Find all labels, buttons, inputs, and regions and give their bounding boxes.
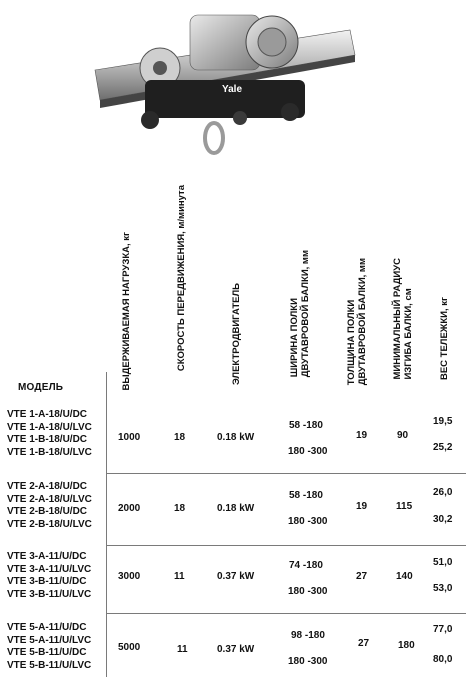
header-weight: ВЕС ТЕЛЕЖКИ, кг bbox=[439, 297, 450, 381]
header-radius-line1: МИНИМАЛЬНЫЙ РАДИУС bbox=[392, 258, 403, 380]
header-load: ВЫДЕРЖИВАЕМАЯ НАГРУЗКА, кг bbox=[121, 232, 132, 391]
model-name: VTE 5-A-11/U/LVC bbox=[7, 634, 92, 646]
speed-value-1: 18 bbox=[174, 432, 186, 443]
model-list-2 bbox=[7, 481, 92, 531]
header-flange-thickness-line1: ТОЛЩИНА ПОЛКИ bbox=[346, 299, 357, 386]
trolley-product-image bbox=[0, 0, 471, 170]
weight-a-2: 26,0 bbox=[433, 487, 453, 498]
speed-value-3: 11 bbox=[174, 571, 185, 582]
model-list-1 bbox=[7, 409, 92, 459]
flange-thickness-3: 27 bbox=[356, 571, 368, 582]
model-name: VTE 3-B-11/U/DC bbox=[7, 576, 87, 587]
model-name: VTE 2-B-18/U/LVC bbox=[7, 518, 92, 530]
load-value-4: 5000 bbox=[118, 642, 141, 653]
flange-width-a-3: 74 -180 bbox=[289, 560, 323, 571]
flange-thickness-2: 19 bbox=[356, 501, 368, 512]
motor-value-1: 0.18 kW bbox=[217, 432, 255, 443]
header-motor: ЭЛЕКТРОДВИГАТЕЛЬ bbox=[231, 283, 242, 385]
model-name: VTE 1-B-18/U/LVC bbox=[7, 446, 92, 458]
model-name: VTE 2-A-18/U/LVC bbox=[7, 493, 92, 505]
row-divider-3 bbox=[106, 613, 466, 614]
weight-b-3: 53,0 bbox=[433, 583, 453, 594]
model-name: VTE 1-A-18/U/LVC bbox=[7, 421, 92, 433]
model-name: VTE 3-A-11/U/DC bbox=[7, 551, 87, 562]
flange-width-a-4: 98 -180 bbox=[291, 630, 325, 641]
load-value-2: 2000 bbox=[118, 503, 141, 514]
brand-logo: Yale bbox=[222, 84, 243, 95]
weight-a-4: 77,0 bbox=[433, 624, 453, 635]
speed-value-2: 18 bbox=[174, 503, 186, 514]
flange-width-b-3: 180 -300 bbox=[288, 586, 328, 597]
model-name: VTE 5-A-11/U/DC bbox=[7, 622, 87, 633]
header-speed: СКОРОСТЬ ПЕРЕДВИЖЕНИЯ, м/минута bbox=[176, 185, 187, 372]
model-name: VTE 2-B-18/U/DC bbox=[7, 506, 88, 517]
model-name: VTE 5-B-11/U/LVC bbox=[7, 659, 92, 671]
row-divider-2 bbox=[106, 545, 466, 546]
row-divider-1 bbox=[106, 473, 466, 474]
flange-width-a-2: 58 -180 bbox=[289, 490, 323, 501]
header-flange-width bbox=[289, 250, 311, 377]
header-radius-line2: ИЗГИБА БАЛКИ, см bbox=[403, 288, 414, 380]
header-flange-thickness-line2: ДВУТАВРОВОЙ БАЛКИ, мм bbox=[357, 258, 368, 386]
header-flange-width-line1: ШИРИНА ПОЛКИ bbox=[289, 298, 300, 378]
flange-width-b-1: 180 -300 bbox=[288, 446, 328, 457]
motor-value-4: 0.37 kW bbox=[217, 644, 255, 655]
radius-value-4: 180 bbox=[398, 640, 415, 651]
model-name: VTE 5-B-11/U/DC bbox=[7, 647, 87, 658]
radius-value-3: 140 bbox=[396, 571, 413, 582]
flange-width-a-1: 58 -180 bbox=[289, 420, 323, 431]
model-name: VTE 1-B-18/U/DC bbox=[7, 434, 88, 445]
table-vertical-divider bbox=[106, 372, 107, 677]
flange-width-b-2: 180 -300 bbox=[288, 516, 328, 527]
model-name: VTE 2-A-18/U/DC bbox=[7, 481, 88, 492]
weight-a-1: 19,5 bbox=[433, 416, 453, 427]
flange-width-b-4: 180 -300 bbox=[288, 656, 328, 667]
weight-b-2: 30,2 bbox=[433, 514, 453, 525]
header-radius bbox=[392, 258, 414, 380]
radius-value-2: 115 bbox=[396, 501, 413, 512]
model-name: VTE 3-B-11/U/LVC bbox=[7, 588, 92, 600]
model-name: VTE 1-A-18/U/DC bbox=[7, 409, 88, 420]
weight-a-3: 51,0 bbox=[433, 557, 453, 568]
weight-b-4: 80,0 bbox=[433, 654, 453, 665]
load-value-1: 1000 bbox=[118, 432, 141, 443]
radius-value-1: 90 bbox=[397, 430, 409, 441]
model-name: VTE 3-A-11/U/LVC bbox=[7, 563, 92, 575]
model-list-3 bbox=[7, 551, 91, 601]
header-flange-thickness bbox=[346, 258, 368, 385]
weight-b-1: 25,2 bbox=[433, 442, 453, 453]
speed-value-4: 11 bbox=[177, 644, 188, 655]
load-value-3: 3000 bbox=[118, 571, 141, 582]
motor-value-2: 0.18 kW bbox=[217, 503, 255, 514]
hook-eye-shape bbox=[205, 123, 223, 153]
flange-thickness-4: 27 bbox=[358, 638, 370, 649]
header-flange-width-line2: ДВУТАВРОВОЙ БАЛКИ, мм bbox=[300, 250, 311, 378]
header-model: МОДЕЛЬ bbox=[18, 382, 64, 393]
model-list-4 bbox=[7, 622, 91, 672]
motor-value-3: 0.37 kW bbox=[217, 571, 255, 582]
flange-thickness-1: 19 bbox=[356, 430, 368, 441]
